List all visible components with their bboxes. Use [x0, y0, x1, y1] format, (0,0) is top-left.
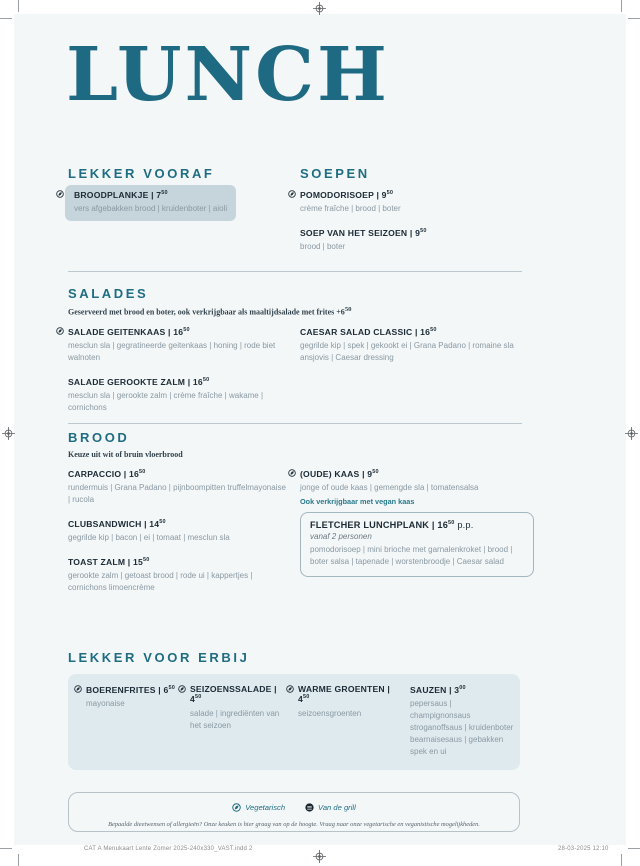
- vegan-option-note: Ook verkrijgbaar met vegan kaas: [300, 496, 415, 506]
- legend: [232, 803, 356, 812]
- item-name: WARME GROENTEN | $4^{50}$: [298, 684, 391, 705]
- section-note: Geserveerd met brood en boter, ook verkrijgbaar als maaltijdsalade met frites $+6^{50}$: [68, 306, 352, 317]
- section-heading: SOEPEN: [300, 166, 370, 181]
- item-name: SALADE GEROOKTE ZALM | $16^{50}$: [68, 376, 210, 387]
- item-description: seizoensgroenten: [298, 708, 362, 718]
- menu-item-oude-kaas: [288, 469, 534, 506]
- item-description: salade | ingrediënten van het seizoen: [190, 708, 280, 730]
- item-name: CARPACCIO | $16^{50}$: [68, 469, 146, 479]
- item-name: SALADE GEITENKAAS | $16^{50}$: [68, 326, 190, 337]
- crop-mark: [0, 18, 12, 19]
- item-description: rundermuis | Grana Padano | pijnboompitten truffelmayonaise | rucola: [68, 482, 286, 504]
- item-description: vers afgebakken brood | kruidenboter | aioli: [74, 203, 228, 213]
- item-description: mesclun sla | gegratineerde geitenkaas | honing | rode biet walnoten: [68, 340, 276, 362]
- print-slug-filename: CAT A Menukaart Lente Zomer 2025-240x330_VAST.indd 2: [84, 846, 253, 852]
- section-lekker-voor-erbij: [56, 650, 530, 770]
- item-description: jonge of oude kaas | gemengde sla | tomatensalsa: [300, 482, 479, 492]
- menu-item-broodplankje: [56, 190, 291, 221]
- vegetarian-icon: [56, 190, 64, 198]
- menu-item-warme-groenten: [286, 685, 398, 758]
- item-description: mesclun sla | gerookte zalm | crème fraîche | wakame | cornichons: [68, 390, 264, 412]
- crop-mark: [628, 18, 640, 19]
- allergy-note: Bepaalde dieetwensen of allergieën? Onze keuken is hier graag van op de hoogte. Vraag naar onze vegetarische en veganistische mogelijkheden.: [108, 821, 480, 828]
- footer-legend-box: [68, 792, 520, 832]
- menu-item-salade-geitenkaas: [56, 327, 288, 364]
- registration-mark-icon: [625, 427, 638, 440]
- section-divider: [68, 423, 522, 424]
- legend-van-de-grill: [305, 803, 356, 812]
- section-heading: SALADES: [68, 286, 149, 301]
- section-divider: [68, 271, 522, 272]
- registration-mark-icon: [313, 2, 326, 15]
- item-name: SEIZOENSSALADE | $4^{50}$: [190, 684, 277, 705]
- item-description: crème fraîche | brood | boter: [300, 203, 401, 213]
- legend-vegetarisch: [232, 803, 285, 812]
- legend-label: Vegetarisch: [245, 803, 286, 812]
- crop-mark: [621, 0, 622, 12]
- sides-panel: [68, 674, 520, 770]
- leaf-icon: [232, 803, 241, 812]
- section-brood: [56, 430, 534, 607]
- section-note: Keuze uit wit of bruin vloerbrood: [68, 450, 183, 459]
- section-soepen: [288, 166, 530, 266]
- item-name: (OUDE) KAAS | $9^{50}$: [300, 469, 379, 479]
- vegetarian-icon: [56, 327, 64, 335]
- menu-item-salade-zalm: [56, 377, 288, 414]
- item-description: gegrilde kip | bacon | ei | tomaat | mesclun sla: [68, 532, 230, 542]
- menu-item-clubsandwich: [56, 519, 288, 544]
- item-description: gegrilde kip | spek | gekookt ei | Grana Padano | romaine sla ansjovis | Caesar dressing: [300, 340, 514, 362]
- item-description: gerookte zalm | getoast brood | rode ui | kappertjes | cornichons limoencrème: [68, 570, 253, 592]
- section-salades: [56, 286, 526, 427]
- section-heading: BROOD: [68, 430, 130, 445]
- vegetarian-icon: [74, 685, 82, 693]
- item-name: BROODPLANKJE | $7^{50}$: [74, 190, 168, 200]
- section-heading: LEKKER VOOR ERBIJ: [68, 650, 250, 665]
- menu-item-carpaccio: [56, 469, 288, 506]
- item-description: pomodorisoep | mini brioche met garnalenkroket | brood | boter salsa | tapenade | worstenbroodje | Caesar salad: [310, 544, 513, 566]
- registration-mark-icon: [2, 427, 15, 440]
- item-description: pepersaus | champignonsaus stroganoffsaus | kruidenboter bearnaisesaus | gebakken spek en ui: [410, 699, 514, 757]
- section-lekker-vooraf: [56, 166, 291, 234]
- registration-mark-icon: [313, 850, 326, 863]
- item-subtitle: vanaf 2 personen: [310, 532, 372, 542]
- item-name: TOAST ZALM | $15^{50}$: [68, 556, 150, 567]
- item-name: FLETCHER LUNCHPLANK | $16^{50}$ p.p.: [310, 519, 474, 530]
- crop-mark: [0, 848, 12, 849]
- menu-item-sauzen: [398, 685, 514, 758]
- menu-item-soep-seizoen: [288, 228, 530, 253]
- menu-item-toast-zalm: [56, 557, 288, 594]
- item-name: POMODORISOEP | $9^{50}$: [300, 190, 394, 200]
- item-description: brood | boter: [300, 241, 346, 251]
- menu-item-caesar-salad: [288, 327, 526, 364]
- item-name: CLUBSANDWICH | $14^{50}$: [68, 518, 166, 529]
- crop-mark: [18, 854, 19, 866]
- vegetarian-icon: [286, 685, 294, 693]
- item-name: SOEP VAN HET SEIZOEN | $9^{50}$: [300, 227, 427, 238]
- legend-label: Van de grill: [318, 803, 356, 812]
- item-name: SAUZEN | $3^{00}$: [410, 685, 466, 695]
- highlight-box: [65, 185, 236, 221]
- vegetarian-icon: [178, 685, 186, 693]
- page-title: LUNCH: [66, 32, 390, 118]
- grill-icon: [305, 803, 314, 812]
- print-slug-datetime: 28-03-2025 12:10: [558, 846, 609, 852]
- crop-mark: [628, 848, 640, 849]
- item-name: BOERENFRITES | $6^{50}$: [86, 685, 176, 695]
- menu-item-pomodorisoep: [288, 190, 530, 215]
- crop-mark: [18, 0, 19, 12]
- item-name: CAESAR SALAD CLASSIC | $16^{50}$: [300, 326, 437, 337]
- menu-item-boerenfrites: [74, 685, 178, 758]
- item-description: mayonaise: [86, 699, 125, 709]
- crop-mark: [621, 854, 622, 866]
- vegetarian-icon: [288, 190, 296, 198]
- section-heading: LEKKER VOORAF: [68, 166, 215, 181]
- menu-item-fletcher-lunchplank: [300, 512, 534, 577]
- menu-item-seizoenssalade: [178, 685, 286, 758]
- vegetarian-icon: [288, 469, 296, 477]
